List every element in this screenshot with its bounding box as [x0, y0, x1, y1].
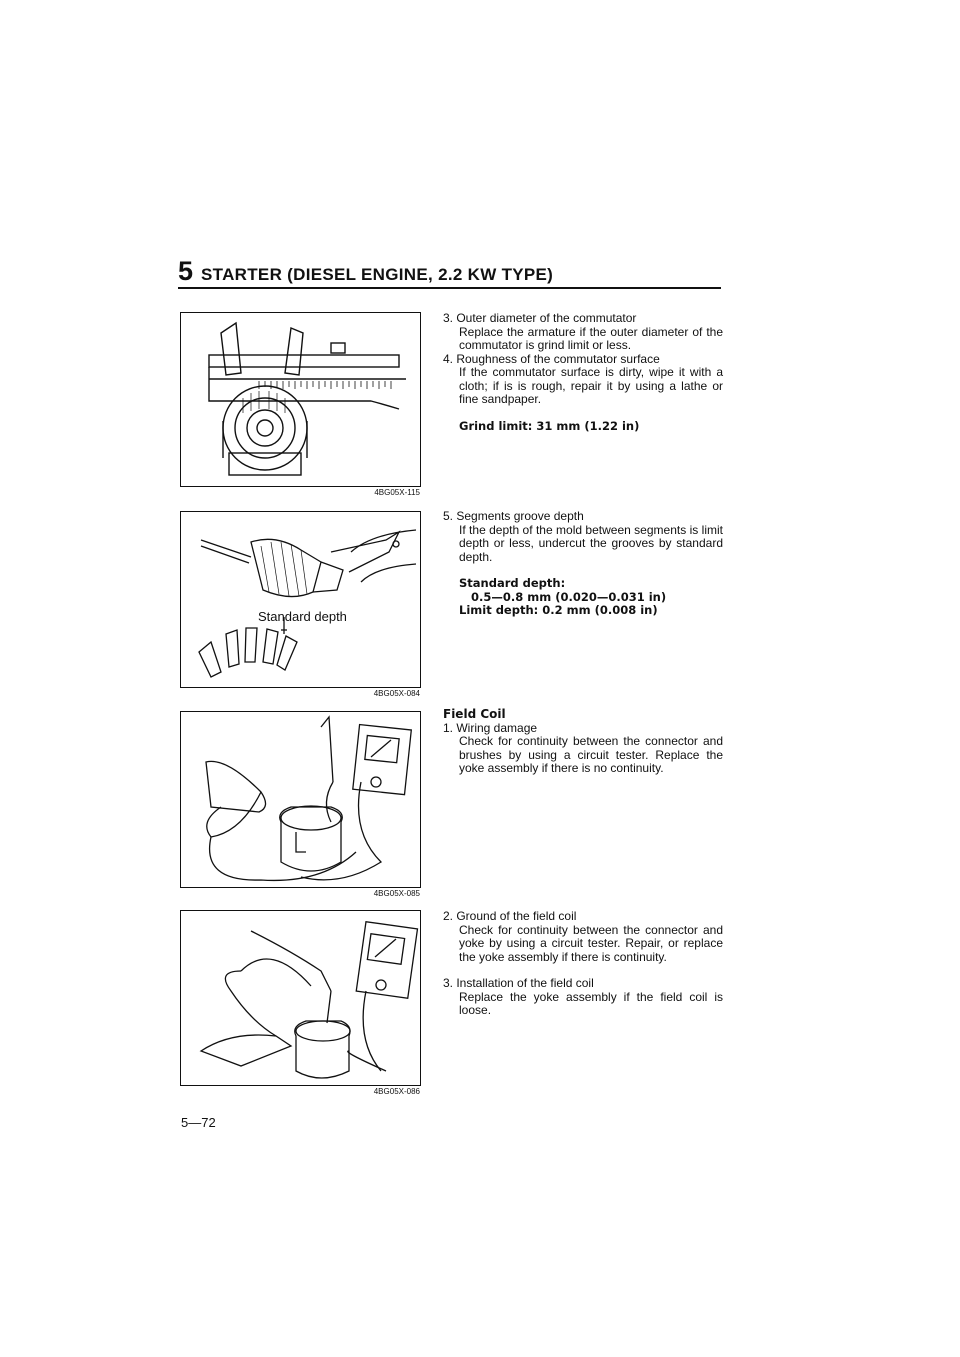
caliper-illustration — [181, 313, 420, 486]
item-title: 2. Ground of the field coil — [443, 909, 577, 923]
standard-depth-label: Standard depth — [258, 609, 347, 624]
figure-code: 4BG05X-086 — [373, 1087, 420, 1096]
item-body: If the depth of the mold between segments is limit depth or less, undercut the grooves by standard depth. — [459, 522, 723, 564]
commutator-diameter-section — [443, 312, 723, 433]
groove-depth-section — [443, 510, 723, 618]
section-title: STARTER (DIESEL ENGINE, 2.2 KW TYPE) — [201, 265, 554, 284]
item-body: Check for continuity between the connector and yoke by using a circuit tester. Repair, or replace the yoke assembly if there is continuity. — [459, 922, 723, 964]
figure-ground-test — [180, 910, 421, 1086]
item-title: 1. Wiring damage — [443, 720, 538, 735]
standard-depth-value: 0.5—0.8 mm (0.020—0.031 in) — [471, 589, 667, 604]
grind-limit-spec: Grind limit: 31 mm (1.22 in) — [459, 418, 640, 433]
ground-tester-illustration — [181, 911, 420, 1085]
standard-depth-label: Standard depth: — [459, 576, 566, 590]
figure-caliper — [180, 312, 421, 487]
figure-code: 4BG05X-115 — [374, 488, 420, 497]
item-body: If the commutator surface is dirty, wipe it with a cloth; if is is rough, repair it by using a lathe or fine sandpaper. — [459, 365, 723, 406]
limit-depth-spec: Limit depth: 0.2 mm (0.008 in) — [459, 603, 658, 617]
armature-illustration — [181, 512, 420, 687]
tester-illustration — [181, 712, 420, 887]
section-heading: Field Coil — [443, 707, 506, 721]
section-number: 5 — [178, 256, 194, 286]
field-coil-section — [443, 708, 723, 776]
item-title: 4. Roughness of the commutator surface — [443, 351, 660, 366]
figure-wiring-test — [180, 711, 421, 888]
figure-code: 4BG05X-085 — [373, 889, 420, 898]
section-header — [178, 256, 553, 287]
figure-code: 4BG05X-084 — [373, 689, 420, 698]
item-title: 3. Installation of the field coil — [443, 976, 594, 990]
item-body: Replace the yoke assembly if the field coil is loose. — [459, 989, 723, 1017]
item-body: Check for continuity between the connector and brushes by using a circuit tester. Replace the yoke assembly if there is no continuity. — [459, 734, 723, 775]
item-title: 5. Segments groove depth — [443, 509, 584, 523]
page-number: 5—72 — [181, 1115, 216, 1130]
header-rule — [178, 287, 721, 289]
figure-groove-depth — [180, 511, 421, 688]
item-body: Replace the armature if the outer diameter of the commutator is grind limit or less. — [459, 324, 723, 352]
field-coil-ground-section — [443, 910, 723, 1018]
item-title: 3. Outer diameter of the commutator — [443, 311, 637, 325]
